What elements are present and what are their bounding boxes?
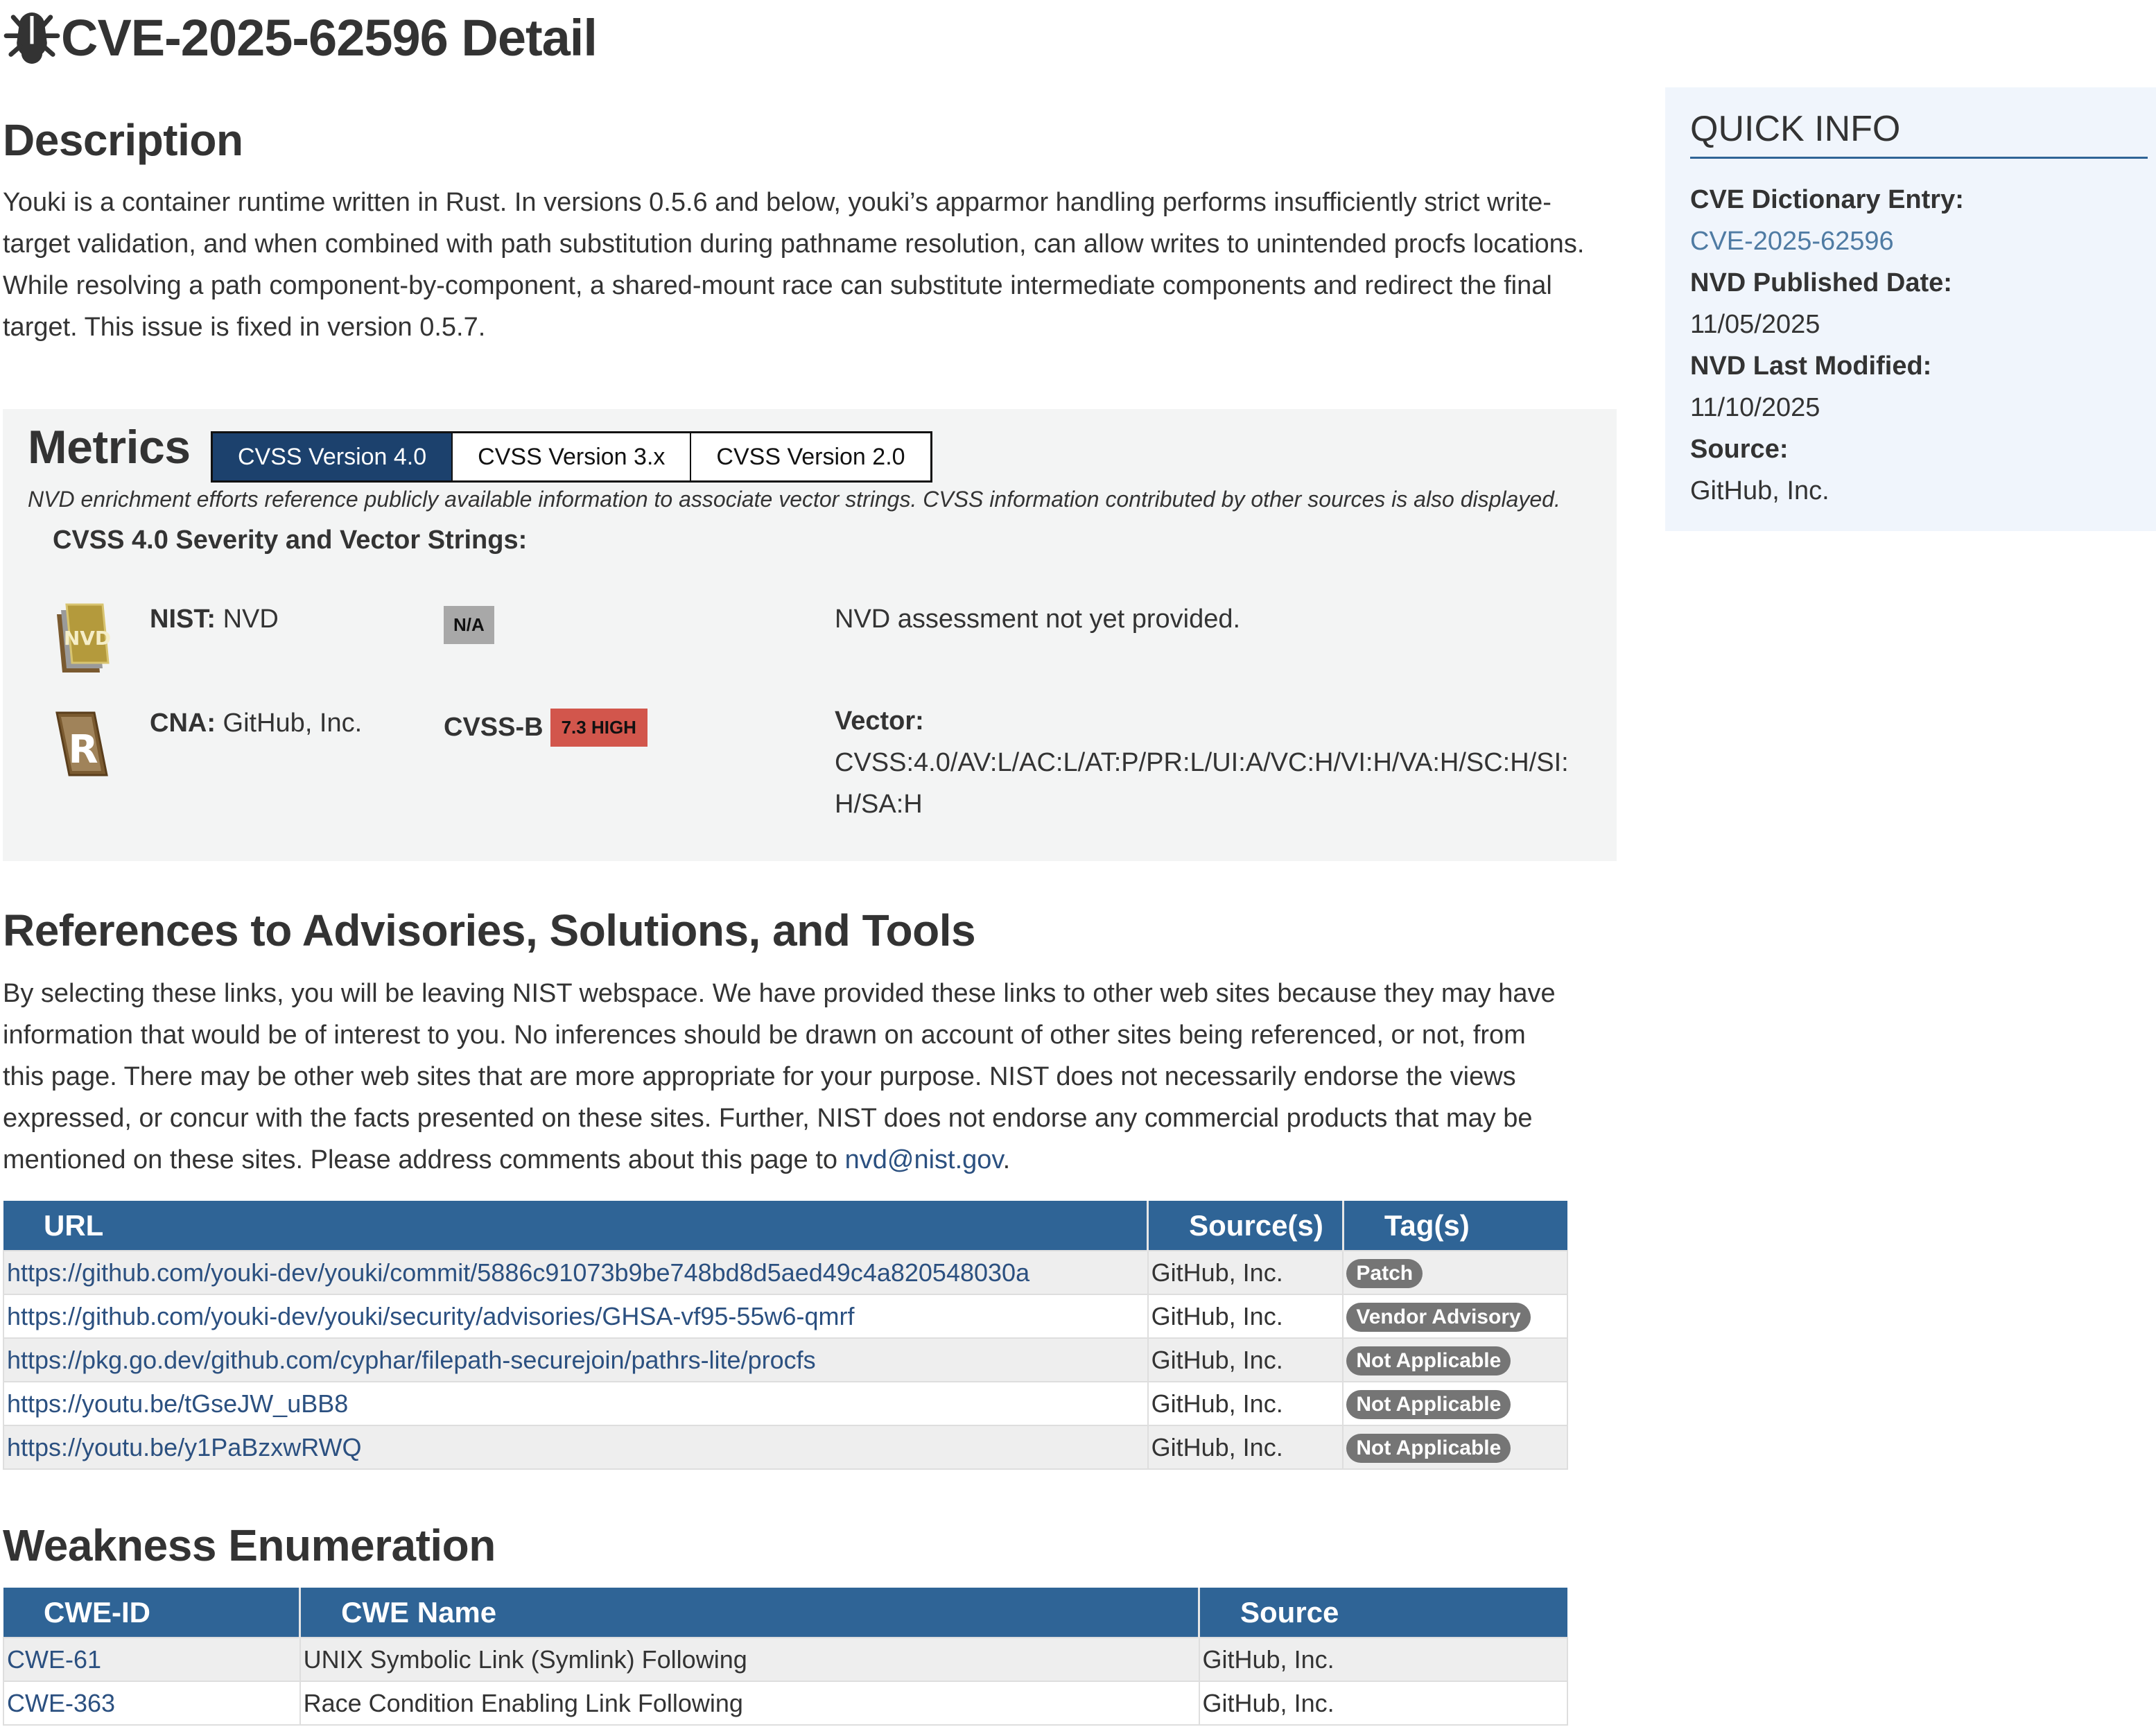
bug-icon — [3, 9, 61, 67]
table-row — [3, 1681, 1567, 1725]
table-row — [3, 1251, 1567, 1294]
description-text: Youki is a container runtime written in Rust. In versions 0.5.6 and below, youki’s apparmor handling performs insufficiently strict write-target validation, and when combined with path substitution during pathname resolution, can allow writes to unintended procfs locations. While resolving a path component-by-component, a shared-mount race can substitute intermediate components and redirect the final target. This issue is fixed in version 0.5.7. — [3, 188, 1585, 342]
page-title-text: CVE-2025-62596 Detail — [61, 9, 597, 67]
cwe-name: Race Condition Enabling Link Following — [300, 1681, 1199, 1725]
references-table — [3, 1201, 1568, 1470]
tag-badge: Vendor Advisory — [1346, 1303, 1530, 1332]
cna-value: GitHub, Inc. — [223, 709, 363, 738]
tag-badge: Not Applicable — [1346, 1390, 1511, 1419]
tag-badge: Not Applicable — [1346, 1434, 1511, 1463]
metrics-heading: Metrics — [28, 421, 191, 474]
reference-link[interactable]: https://youtu.be/tGseJW_uBB8 — [7, 1389, 349, 1418]
reference-source: GitHub, Inc. — [1148, 1294, 1344, 1338]
reference-link[interactable]: https://youtu.be/y1PaBzxwRWQ — [7, 1432, 362, 1461]
severity-heading: CVSS 4.0 Severity and Vector Strings: — [53, 526, 528, 555]
reference-source: GitHub, Inc. — [1148, 1382, 1344, 1425]
column-url: URL — [3, 1201, 1148, 1251]
page-title — [3, 8, 597, 67]
last-modified-label: NVD Last Modified: — [1690, 352, 1932, 381]
weakness-heading: Weakness Enumeration — [3, 1520, 496, 1570]
published-date-label: NVD Published Date: — [1690, 268, 1952, 297]
table-row — [3, 1638, 1567, 1681]
nist-key: NIST: — [150, 605, 216, 634]
cna-source-label — [150, 709, 362, 738]
table-row — [3, 1294, 1567, 1338]
tag-badge: Patch — [1346, 1259, 1423, 1288]
cna-badge-icon — [51, 710, 137, 779]
nist-score — [444, 606, 494, 644]
column-cwe-name: CWE Name — [300, 1588, 1199, 1638]
source-label: Source: — [1690, 435, 1789, 464]
column-cwe-id: CWE-ID — [3, 1588, 300, 1638]
table-row — [3, 1425, 1567, 1469]
metrics-note: NVD enrichment efforts reference publicly available information to associate vector strings. CVSS information contributed by other sources is also displayed. — [28, 487, 1561, 512]
cwe-source: GitHub, Inc. — [1199, 1638, 1567, 1681]
vector-string: CVSS:4.0/AV:L/AC:L/AT:P/PR:L/UI:A/VC:H/VI:H/VA:H/SC:H/SI:H/SA:H — [835, 748, 1569, 819]
cwe-name: UNIX Symbolic Link (Symlink) Following — [300, 1638, 1199, 1681]
quick-info-panel — [1665, 87, 2156, 531]
reference-link[interactable]: https://pkg.go.dev/github.com/cyphar/filepath-securejoin/pathrs-lite/procfs — [7, 1345, 816, 1374]
reference-source: GitHub, Inc. — [1148, 1425, 1344, 1469]
cwe-link[interactable]: CWE-61 — [7, 1644, 102, 1674]
cna-score — [444, 709, 647, 747]
column-tags: Tag(s) — [1343, 1201, 1567, 1251]
weakness-table — [3, 1588, 1568, 1726]
published-date-value: 11/05/2025 — [1690, 310, 1820, 339]
nvd-assessment: NVD assessment not yet provided. — [835, 605, 1241, 634]
nvd-badge-icon — [51, 603, 137, 672]
reference-source: GitHub, Inc. — [1148, 1251, 1344, 1294]
source-value: GitHub, Inc. — [1690, 476, 1829, 505]
metrics-panel — [3, 409, 1617, 861]
nvd-email-link[interactable]: nvd@nist.gov — [844, 1145, 1003, 1174]
quick-info-list — [1690, 179, 1964, 512]
description-heading: Description — [3, 115, 243, 165]
quick-info-heading: QUICK INFO — [1690, 108, 2148, 159]
vector-block — [835, 700, 1583, 825]
nist-value: NVD — [223, 605, 279, 634]
cvss-version-tabs — [211, 431, 932, 483]
cve-entry-link[interactable]: CVE-2025-62596 — [1690, 227, 1894, 256]
nist-source-label — [150, 605, 279, 634]
reference-link[interactable]: https://github.com/youki-dev/youki/security/advisories/GHSA-vf95-55w6-qmrf — [7, 1301, 855, 1330]
tag-badge: Not Applicable — [1346, 1346, 1511, 1375]
column-source: Source — [1199, 1588, 1567, 1638]
tab-cvss-4-0[interactable]: CVSS Version 4.0 — [213, 433, 451, 480]
cwe-link[interactable]: CWE-363 — [7, 1688, 116, 1717]
na-severity-badge: N/A — [444, 606, 494, 644]
tab-cvss-2-0[interactable]: CVSS Version 2.0 — [690, 433, 930, 480]
vector-label: Vector: — [835, 706, 924, 736]
cwe-source: GitHub, Inc. — [1199, 1681, 1567, 1725]
cve-entry-label: CVE Dictionary Entry: — [1690, 185, 1964, 214]
disclaimer-text: By selecting these links, you will be leaving NIST webspace. We have provided these links to other web sites because they may have information that would be of interest to you. No inferences should be drawn on account of other sites being referenced, or not, from this page. There may be other web sites that are more appropriate for your purpose. NIST does not necessarily endorse the views expressed, or concur with the facts presented on these sites. Further, NIST does not endorse any commercial products that may be mentioned on these sites. Please address comments about this page to — [3, 979, 1556, 1174]
column-sources: Source(s) — [1148, 1201, 1344, 1251]
svg-text:R: R — [68, 727, 98, 772]
cna-key: CNA: — [150, 709, 216, 738]
high-severity-badge[interactable]: 7.3 HIGH — [550, 709, 647, 747]
svg-text:NVD: NVD — [63, 627, 112, 650]
disclaimer-end: . — [1002, 1145, 1011, 1174]
tab-cvss-3-x[interactable]: CVSS Version 3.x — [451, 433, 690, 480]
references-disclaimer — [3, 973, 1570, 1181]
cvss-b-label: CVSS-B — [444, 713, 544, 742]
last-modified-value: 11/10/2025 — [1690, 393, 1820, 422]
table-row — [3, 1382, 1567, 1425]
references-heading: References to Advisories, Solutions, and Tools — [3, 905, 976, 955]
reference-link[interactable]: https://github.com/youki-dev/youki/commit/5886c91073b9be748bd8d5aed49c4a820548030a — [7, 1258, 1030, 1287]
table-row — [3, 1338, 1567, 1382]
reference-source: GitHub, Inc. — [1148, 1338, 1344, 1382]
